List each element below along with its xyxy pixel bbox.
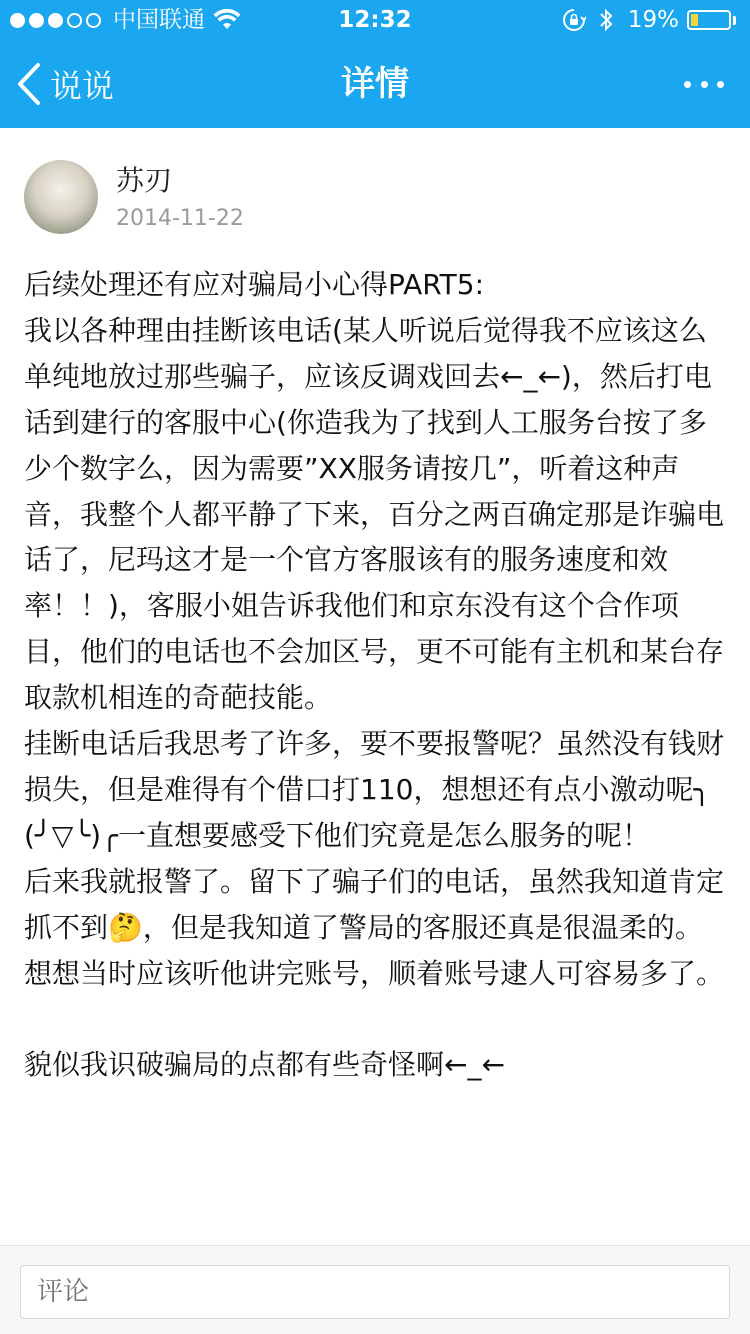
battery-icon	[687, 10, 731, 30]
carrier-label: 中国联通	[113, 7, 205, 33]
post-paragraph: 我以各种理由挂断该电话(某人听说后觉得我不应该这么单纯地放过那些骗子，应该反调戏回去←_←)，然后打电话到建行的客服中心(你造我为了找到人工服务台按了多少个数字么，因为需要”XX服务请按几”，听着这种声音，我整个人都平静了下来，百分之两百确定那是诈骗电话了，尼玛这才是一个官方客服该有的服务速度和效率！！)，客服小姐告诉我他们和京东没有这个合作项目，他们的电话也不会加区号，更不可能有主机和某台存取款机相连的奇葩技能。	[24, 313, 725, 715]
status-time: 12:32	[338, 7, 412, 33]
battery-tip	[733, 16, 736, 25]
author-meta	[116, 160, 244, 236]
status-right	[562, 0, 736, 40]
avatar[interactable]	[24, 160, 98, 234]
post-paragraph: 挂断电话后我思考了许多，要不要报警呢？虽然没有钱财损失，但是难得有个借口打110，想想还有点小激动呢╮(╯▽╰)╭一直想要感受下他们究竟是怎么服务的呢！	[24, 727, 725, 852]
post-header	[24, 160, 726, 240]
author-name[interactable]: 苏刃	[116, 164, 173, 197]
back-label: 说说	[50, 67, 115, 105]
more-dot	[684, 81, 691, 88]
post-paragraph: 后续处理还有应对骗局小心得PART5:	[24, 268, 485, 301]
post-date: 2014-11-22	[116, 206, 244, 231]
rotation-lock-icon	[562, 8, 586, 32]
post-content	[24, 262, 726, 1244]
page-title: 详情	[341, 64, 409, 104]
status-bar	[0, 0, 750, 40]
post-paragraph-blank	[24, 997, 726, 1043]
post-paragraph: 后来我就报警了。留下了骗子们的电话，虽然我知道肯定抓不到🤔，但是我知道了警局的客服还真是很温柔的。想想当时应该听他讲完账号，顺着账号逮人可容易多了。	[24, 864, 725, 990]
post-paragraph: 貌似我识破骗局的点都有些奇怪啊←_←	[24, 1048, 505, 1082]
nav-bar	[0, 40, 750, 128]
author-row	[24, 160, 726, 240]
more-dot	[717, 81, 724, 88]
bluetooth-icon	[598, 7, 614, 33]
app-header	[0, 0, 750, 128]
comment-input[interactable]	[20, 1265, 730, 1319]
more-button[interactable]	[684, 66, 724, 102]
more-dot	[701, 81, 708, 88]
comment-bar	[0, 1245, 750, 1334]
battery-percent: 19%	[627, 7, 679, 33]
battery-level-fill	[691, 14, 698, 26]
